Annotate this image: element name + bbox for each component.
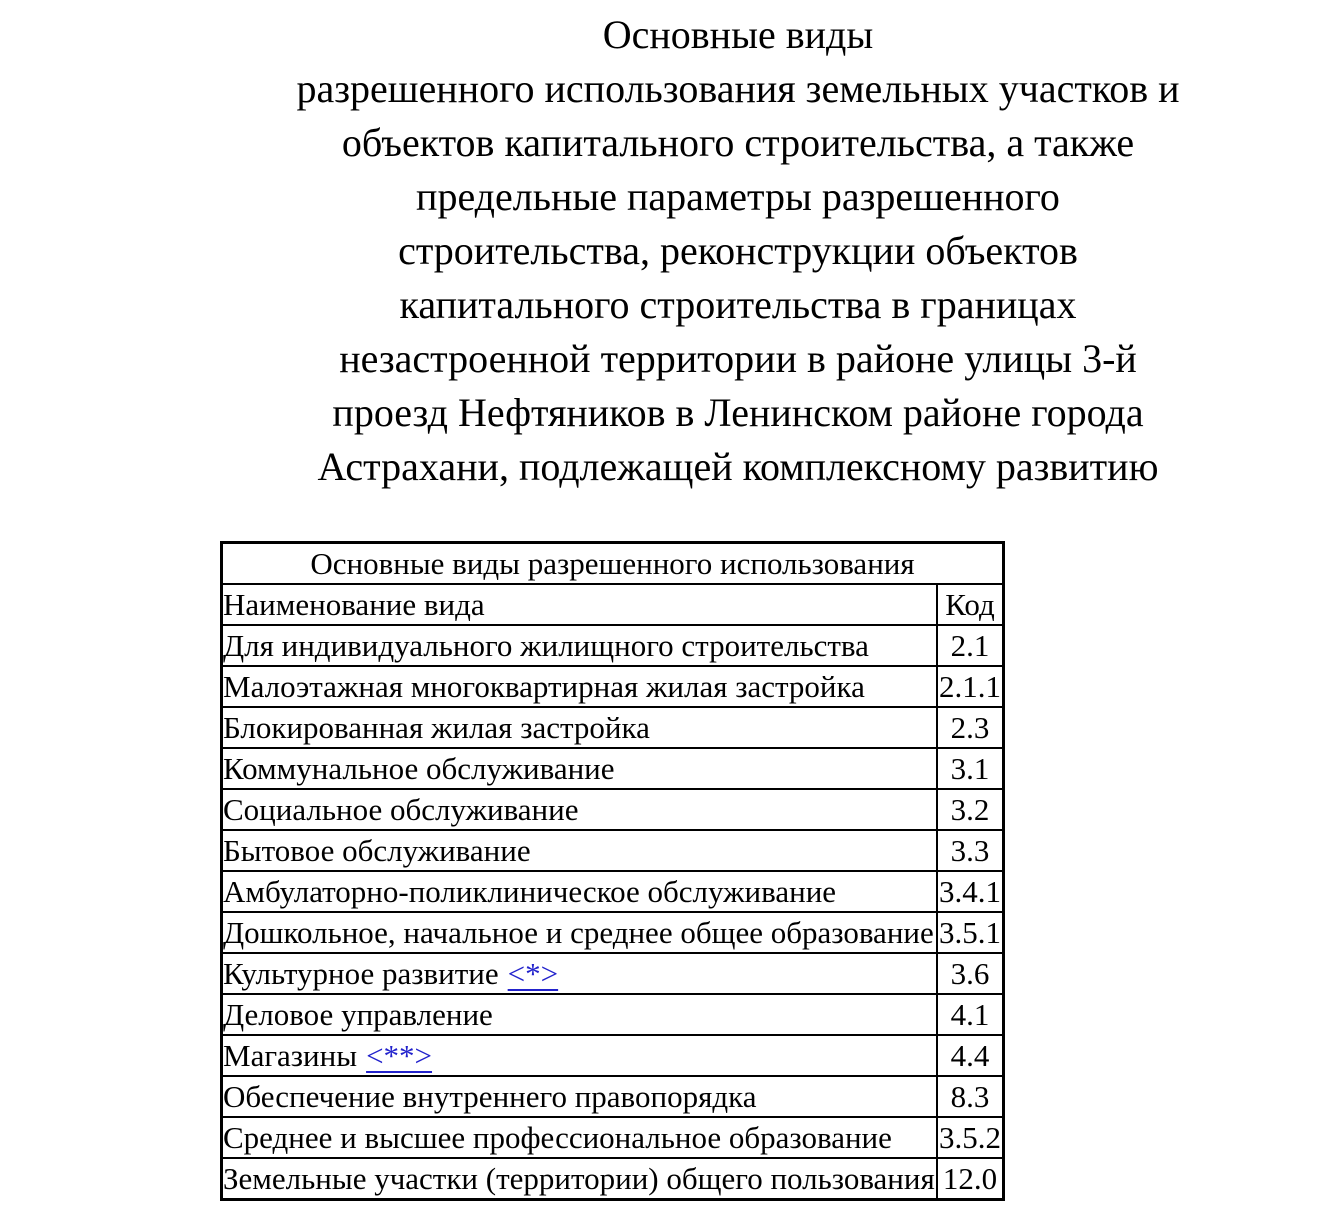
- row-code: 4.4: [950, 1038, 990, 1073]
- row-name: Культурное развитие: [223, 956, 499, 991]
- permitted-use-table-wrap: [220, 541, 1005, 1201]
- row-code: 3.1: [950, 751, 990, 786]
- row-name-cell: [222, 666, 938, 707]
- row-name-cell: [222, 994, 938, 1035]
- column-header-name: Наименование вида: [222, 584, 938, 625]
- document-title: [158, 8, 1318, 494]
- row-name-cell: [222, 707, 938, 748]
- table-title-cell: Основные виды разрешенного использования: [222, 543, 1004, 585]
- row-code-cell: [937, 707, 1004, 748]
- row-code: 3.4.1: [939, 874, 1001, 909]
- row-name-cell: [222, 625, 938, 666]
- row-name-cell: [222, 789, 938, 830]
- title-line: Основные виды: [602, 12, 874, 57]
- table-row: [222, 789, 1004, 830]
- row-code: 2.3: [950, 710, 990, 745]
- row-code: 2.1.1: [939, 669, 1001, 704]
- row-name: Коммунальное обслуживание: [223, 751, 615, 786]
- row-name: Деловое управление: [223, 997, 493, 1032]
- table-row: [222, 625, 1004, 666]
- row-code-cell: [937, 666, 1004, 707]
- row-name-cell: [222, 1158, 938, 1200]
- row-code: 12.0: [942, 1161, 998, 1196]
- table-row: [222, 748, 1004, 789]
- column-header-code: Код: [937, 584, 1004, 625]
- row-code-cell: [937, 830, 1004, 871]
- row-name: Земельные участки (территории) общего пользования: [223, 1161, 935, 1196]
- table-header-row: [222, 584, 1004, 625]
- row-code-cell: [937, 625, 1004, 666]
- table-title-row: [222, 543, 1004, 585]
- title-line: объектов капитального строительства, а также: [341, 120, 1135, 165]
- row-name: Амбулаторно-поликлиническое обслуживание: [223, 874, 837, 909]
- row-code-cell: [937, 912, 1004, 953]
- row-code-cell: [937, 748, 1004, 789]
- footnote-link[interactable]: <*>: [507, 956, 559, 991]
- table-row: [222, 953, 1004, 994]
- table-row: [222, 1035, 1004, 1076]
- row-name-cell: [222, 748, 938, 789]
- title-line: разрешенного использования земельных участков и: [296, 66, 1180, 111]
- row-name: Малоэтажная многоквартирная жилая застройка: [223, 669, 865, 704]
- row-name: Блокированная жилая застройка: [223, 710, 650, 745]
- table-row: [222, 707, 1004, 748]
- row-code-cell: [937, 1158, 1004, 1200]
- row-name: Для индивидуального жилищного строительства: [223, 628, 869, 663]
- title-line: предельные параметры разрешенного: [416, 174, 1060, 219]
- row-name: Магазины: [223, 1038, 358, 1073]
- row-name: Бытовое обслуживание: [223, 833, 531, 868]
- row-name: Среднее и высшее профессиональное образование: [223, 1120, 892, 1155]
- row-name-cell: [222, 953, 938, 994]
- title-line: незастроенной территории в районе улицы 3-й: [339, 336, 1137, 381]
- row-code: 3.5.2: [939, 1120, 1001, 1155]
- row-code-cell: [937, 1035, 1004, 1076]
- table-row: [222, 666, 1004, 707]
- table-row: [222, 994, 1004, 1035]
- footnote-link[interactable]: <**>: [366, 1038, 433, 1073]
- table-row: [222, 830, 1004, 871]
- title-line: Астрахани, подлежащей комплексному развитию: [317, 444, 1159, 489]
- row-name-cell: [222, 1076, 938, 1117]
- row-name-cell: [222, 1035, 938, 1076]
- row-code-cell: [937, 994, 1004, 1035]
- row-code: 3.6: [950, 956, 990, 991]
- row-name: Социальное обслуживание: [223, 792, 579, 827]
- row-code: 3.2: [950, 792, 990, 827]
- title-line: строительства, реконструкции объектов: [398, 228, 1078, 273]
- row-code-cell: [937, 953, 1004, 994]
- title-line: капитального строительства в границах: [399, 282, 1077, 327]
- table-row: [222, 912, 1004, 953]
- table-row: [222, 1117, 1004, 1158]
- row-code: 8.3: [950, 1079, 990, 1114]
- row-code: 2.1: [950, 628, 990, 663]
- row-code-cell: [937, 1076, 1004, 1117]
- table-row: [222, 1158, 1004, 1200]
- table-row: [222, 871, 1004, 912]
- permitted-use-table: [220, 541, 1005, 1201]
- row-code: 3.5.1: [939, 915, 1001, 950]
- table-row: [222, 1076, 1004, 1117]
- row-name-cell: [222, 912, 938, 953]
- title-line: проезд Нефтяников в Ленинском районе города: [332, 390, 1144, 435]
- row-name-cell: [222, 1117, 938, 1158]
- row-code-cell: [937, 789, 1004, 830]
- row-code-cell: [937, 871, 1004, 912]
- row-name-cell: [222, 830, 938, 871]
- row-code: 3.3: [950, 833, 990, 868]
- row-name-cell: [222, 871, 938, 912]
- row-name: Обеспечение внутреннего правопорядка: [223, 1079, 757, 1114]
- row-name: Дошкольное, начальное и среднее общее образование: [223, 915, 934, 950]
- row-code-cell: [937, 1117, 1004, 1158]
- row-code: 4.1: [950, 997, 990, 1032]
